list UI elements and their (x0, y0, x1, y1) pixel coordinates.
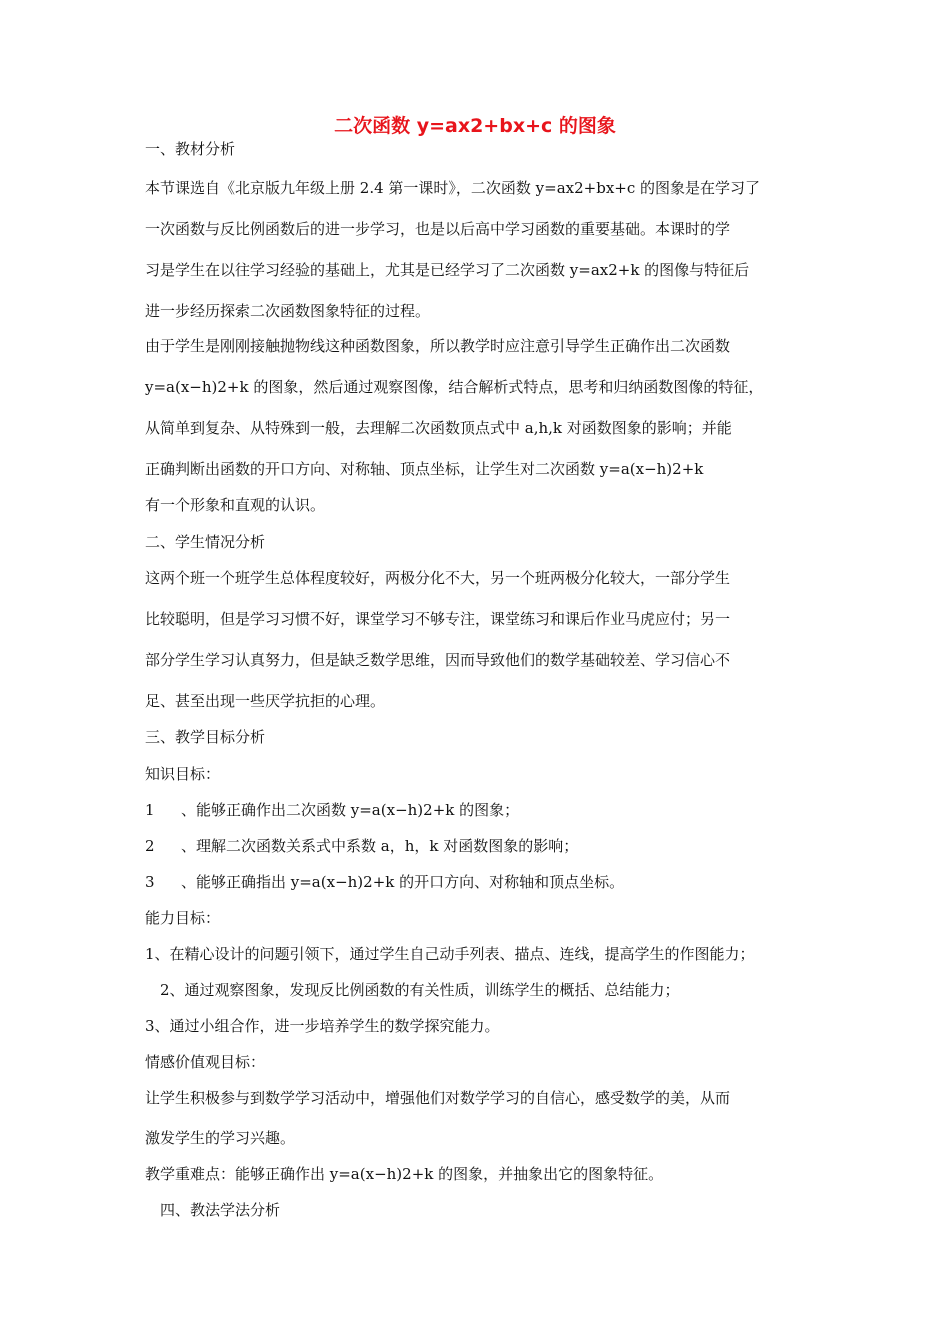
subheading: 知识目标： (145, 765, 221, 783)
list-text: 、能够正确作出二次函数 y=a(x−h)2+k 的图象； (181, 801, 520, 819)
section-heading: 三、教学目标分析 (145, 728, 266, 746)
section-heading: 二、学生情况分析 (145, 533, 266, 551)
paragraph-line: 正确判断出函数的开口方向、对称轴、顶点坐标，让学生对二次函数 y=a(x−h)2+k (145, 460, 704, 478)
paragraph-line: 有一个形象和直观的认识。 (145, 496, 326, 514)
list-item: 2、通过观察图象，发现反比例函数的有关性质，训练学生的概括、总结能力； (160, 981, 680, 999)
subheading: 能力目标： (145, 909, 221, 927)
page-title: 二次函数 y=ax2+bx+c 的图象 (334, 115, 616, 137)
key-points: 教学重难点：能够正确作出 y=a(x−h)2+k 的图象，并抽象出它的图象特征。 (145, 1165, 664, 1183)
paragraph-line: 习是学生在以往学习经验的基础上，尤其是已经学习了二次函数 y=ax2+k 的图像与特征后 (145, 261, 750, 279)
paragraph-line: 这两个班一个班学生总体程度较好，两极分化不大，另一个班两极分化较大，一部分学生 (145, 569, 731, 587)
section-heading: 四、教法学法分析 (160, 1201, 281, 1219)
list-item (145, 799, 519, 821)
paragraph-line: 进一步经历探索二次函数图象特征的过程。 (145, 302, 431, 320)
list-item: 1、在精心设计的问题引领下，通过学生自己动手列表、描点、连线，提高学生的作图能力； (145, 945, 755, 963)
list-text: 、理解二次函数关系式中系数 a，h，k 对函数图象的影响； (181, 837, 579, 855)
paragraph-line: 本节课选自《北京版九年级上册 2.4 第一课时》，二次函数 y=ax2+bx+c 的图象是在学习了 (145, 179, 761, 197)
list-text: 、能够正确指出 y=a(x−h)2+k 的开口方向、对称轴和顶点坐标。 (181, 873, 625, 891)
paragraph-line: 比较聪明，但是学习习惯不好，课堂学习不够专注，课堂练习和课后作业马虎应付；另一 (145, 610, 731, 628)
list-number: 1 (145, 801, 155, 819)
list-item: 3、通过小组合作，进一步培养学生的数学探究能力。 (145, 1017, 500, 1035)
list-item (145, 871, 624, 893)
section-heading: 一、教材分析 (145, 140, 236, 158)
paragraph-line: 激发学生的学习兴趣。 (145, 1129, 296, 1147)
paragraph-line: y=a(x−h)2+k 的图象，然后通过观察图像，结合解析式特点，思考和归纳函数图像的特征， (145, 378, 764, 396)
paragraph-line: 从简单到复杂、从特殊到一般，去理解二次函数顶点式中 a,h,k 对函数图象的影响；并能 (145, 419, 732, 437)
paragraph-line: 足、甚至出现一些厌学抗拒的心理。 (145, 692, 386, 710)
paragraph-line: 让学生积极参与到数学学习活动中，增强他们对数学学习的自信心，感受数学的美，从而 (145, 1089, 731, 1107)
list-number: 2 (145, 837, 155, 855)
subheading: 情感价值观目标： (145, 1053, 266, 1071)
paragraph-line: 一次函数与反比例函数后的进一步学习，也是以后高中学习函数的重要基础。本课时的学 (145, 220, 731, 238)
paragraph-line: 部分学生学习认真努力，但是缺乏数学思维，因而导致他们的数学基础较差、学习信心不 (145, 651, 731, 669)
paragraph-line: 由于学生是刚刚接触抛物线这种函数图象，所以教学时应注意引导学生正确作出二次函数 (145, 337, 731, 355)
list-number: 3 (145, 873, 155, 891)
list-item (145, 835, 578, 857)
